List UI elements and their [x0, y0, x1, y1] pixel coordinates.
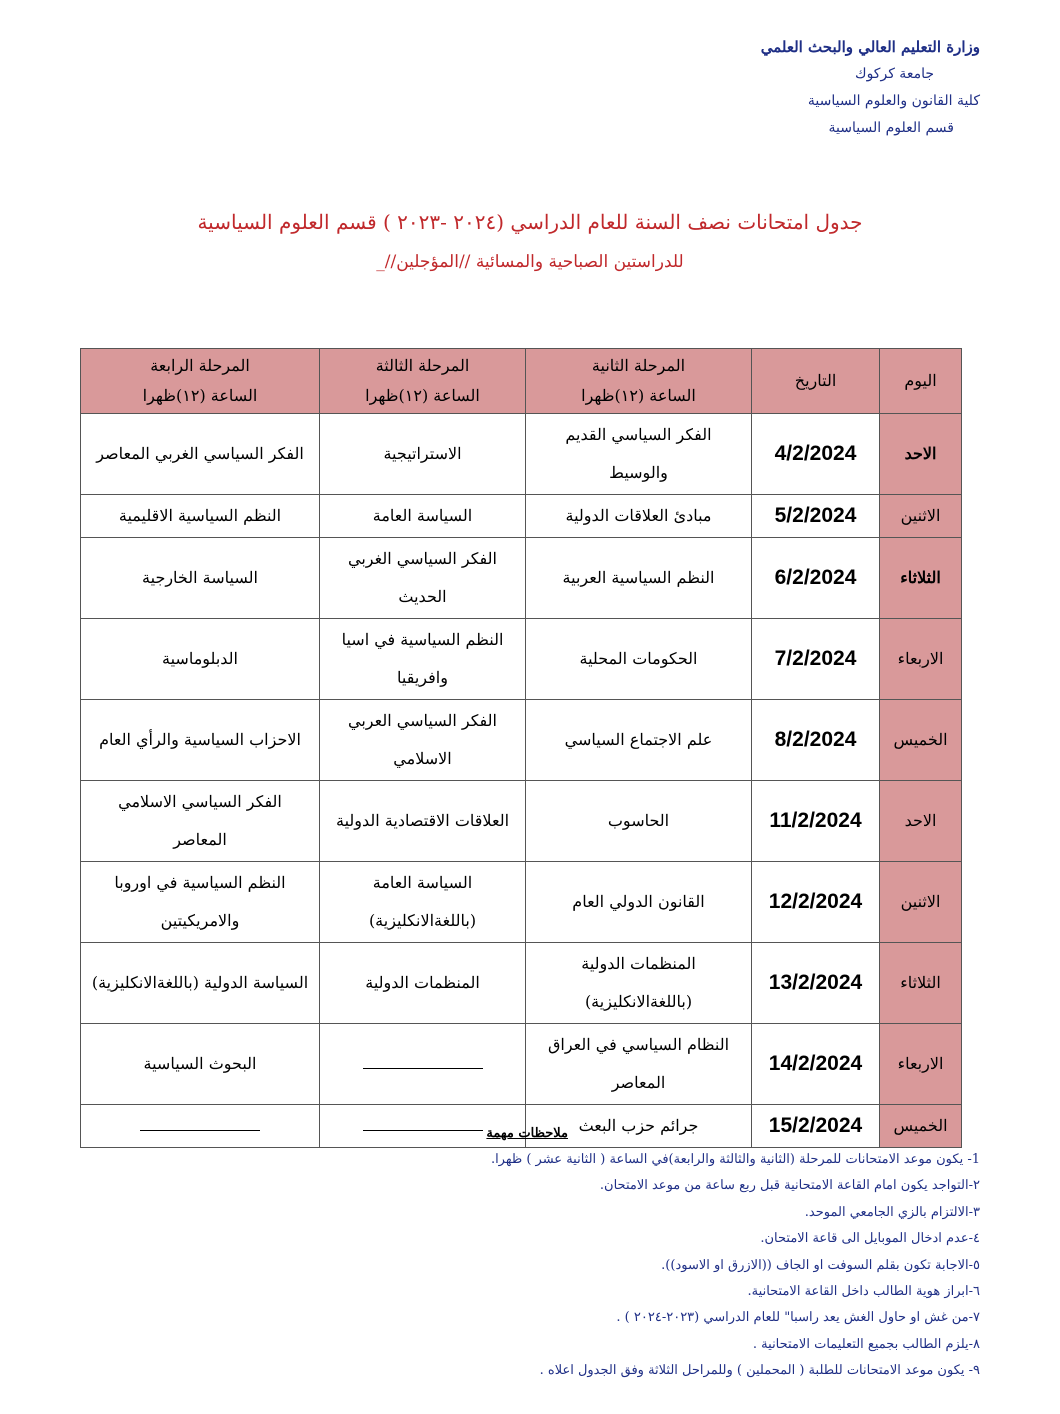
cell-day: الاثنين [880, 495, 962, 538]
department-name: قسم العلوم السياسية [828, 120, 954, 136]
header-stage2-time: الساعة (١٢)ظهرا [581, 386, 696, 405]
cell-stage2: مبادئ العلاقات الدولية [526, 495, 752, 538]
cell-date: 13/2/2024 [752, 943, 880, 1024]
note-item: ٥-الاجابة تكون بقلم السوفت او الجاف ((الازرق او الاسود)). [661, 1257, 980, 1273]
cell-stage3: المنظمات الدولية [320, 943, 526, 1024]
cell-stage4: النظم السياسية في اوروبا والامريكيتين [81, 862, 320, 943]
header-stage2-label: المرحلة الثانية [591, 356, 686, 375]
cell-day: الاحد [880, 781, 962, 862]
cell-stage4: الدبلوماسية [81, 619, 320, 700]
cell-stage2: جرائم حزب البعث [526, 1105, 752, 1148]
cell-stage2: الفكر السياسي القديم والوسيط [526, 414, 752, 495]
cell-date: 8/2/2024 [752, 700, 880, 781]
empty-dash [363, 1056, 483, 1069]
header-stage4 [81, 349, 320, 414]
header-stage4-time: الساعة (١٢)ظهرا [142, 386, 258, 405]
cell-day: الخميس [880, 700, 962, 781]
cell-date: 14/2/2024 [752, 1024, 880, 1105]
cell-date: 11/2/2024 [752, 781, 880, 862]
note-item: ٣-الالتزام بالزي الجامعي الموحد. [804, 1204, 980, 1220]
table-row [81, 700, 962, 781]
cell-date: 4/2/2024 [752, 414, 880, 495]
note-item: ٦-ابراز هوية الطالب داخل القاعة الامتحانية. [747, 1284, 980, 1300]
note-item: ٤-عدم ادخال الموبايل الى قاعة الامتحان. [760, 1231, 980, 1247]
cell-stage3: السياسة العامة [320, 495, 526, 538]
table-row [81, 495, 962, 538]
header-stage3 [320, 349, 526, 414]
cell-day: الاثنين [880, 862, 962, 943]
table-row [81, 781, 962, 862]
university-name: جامعة كركوك [855, 66, 934, 82]
cell-stage4: النظم السياسية الاقليمية [81, 495, 320, 538]
table-row [81, 538, 962, 619]
cell-date: 12/2/2024 [752, 862, 880, 943]
cell-day: الخميس [880, 1105, 962, 1148]
page-title: جدول امتحانات نصف السنة للعام الدراسي (٢٠٢٤ -٢٠٢٣ ) قسم العلوم السياسية [197, 210, 863, 234]
important-notes [80, 1126, 980, 1385]
cell-day: الاحد [880, 414, 962, 495]
cell-stage4: السياسة الخارجية [81, 538, 320, 619]
header-stage4-label: المرحلة الرابعة [150, 356, 250, 375]
header-date: التاريخ [752, 349, 880, 414]
note-item: ٢-التواجد يكون امام القاعة الامتحانية قبل ربع ساعة من موعد الامتحان. [599, 1178, 980, 1194]
cell-stage3: السياسة العامة (باللغةالانكليزية) [320, 862, 526, 943]
page-subtitle: للدراستين الصباحية والمسائية //المؤجلين//_ [376, 252, 684, 272]
exam-schedule-table [80, 348, 962, 1148]
note-item: 1- يكون موعد الامتحانات للمرحلة (الثانية والثالثة والرابعة)في الساعة ( الثانية عشر ) ظهرا. [490, 1152, 980, 1167]
cell-stage2: علم الاجتماع السياسي [526, 700, 752, 781]
table-header-row [81, 349, 962, 414]
cell-stage3: الاستراتيجية [320, 414, 526, 495]
cell-date: 5/2/2024 [752, 495, 880, 538]
header-stage2 [526, 349, 752, 414]
cell-stage4: الفكر السياسي الاسلامي المعاصر [81, 781, 320, 862]
cell-stage3: الفكر السياسي الغربي الحديث [320, 538, 526, 619]
cell-day: الاربعاء [880, 1024, 962, 1105]
table-row [81, 414, 962, 495]
cell-stage2: المنظمات الدولية (باللغةالانكليزية) [526, 943, 752, 1024]
cell-date: 15/2/2024 [752, 1105, 880, 1148]
cell-stage2: النظام السياسي في العراق المعاصر [526, 1024, 752, 1105]
table-row [81, 619, 962, 700]
cell-stage4: البحوث السياسية [81, 1024, 320, 1105]
ministry-name: وزارة التعليم العالي والبحث العلمي [760, 38, 980, 56]
cell-stage4: السياسة الدولية (باللغةالانكليزية) [81, 943, 320, 1024]
cell-stage3-empty [320, 1024, 526, 1105]
header-day: اليوم [880, 349, 962, 414]
cell-day: الاربعاء [880, 619, 962, 700]
cell-date: 6/2/2024 [752, 538, 880, 619]
note-item: ٧-من غش او حاول الغش يعد راسبا" للعام الدراسي (٢٠٢٣-٢٠٢٤ ) . [616, 1310, 980, 1326]
table-row [81, 1024, 962, 1105]
table-row [81, 943, 962, 1024]
cell-day: الثلاثاء [880, 538, 962, 619]
note-item: ٨-يلزم الطالب بجميع التعليمات الامتحانية . [752, 1336, 980, 1352]
notes-title: ملاحظات مهمة [486, 1126, 568, 1141]
cell-stage3: العلاقات الاقتصادية الدولية [320, 781, 526, 862]
cell-stage3: النظم السياسية في اسيا وافريقيا [320, 619, 526, 700]
header-stage3-label: المرحلة الثالثة [375, 356, 470, 375]
college-name: كلية القانون والعلوم السياسية [807, 93, 980, 109]
document-header [761, 34, 980, 142]
cell-stage3: الفكر السياسي العربي الاسلامي [320, 700, 526, 781]
cell-stage4: الفكر السياسي الغربي المعاصر [81, 414, 320, 495]
cell-stage2: الحاسوب [526, 781, 752, 862]
table-row [81, 862, 962, 943]
cell-stage2: القانون الدولي العام [526, 862, 752, 943]
note-item: ٩- يكون موعد الامتحانات للطلبة ( المحملين ) وللمراحل الثلاثة وفق الجدول اعلاه . [539, 1363, 980, 1379]
cell-stage2: الحكومات المحلية [526, 619, 752, 700]
cell-day: الثلاثاء [880, 943, 962, 1024]
cell-stage4: الاحزاب السياسية والرأي العام [81, 700, 320, 781]
header-stage3-time: الساعة (١٢)ظهرا [365, 386, 480, 405]
cell-date: 7/2/2024 [752, 619, 880, 700]
cell-stage2: النظم السياسية العربية [526, 538, 752, 619]
